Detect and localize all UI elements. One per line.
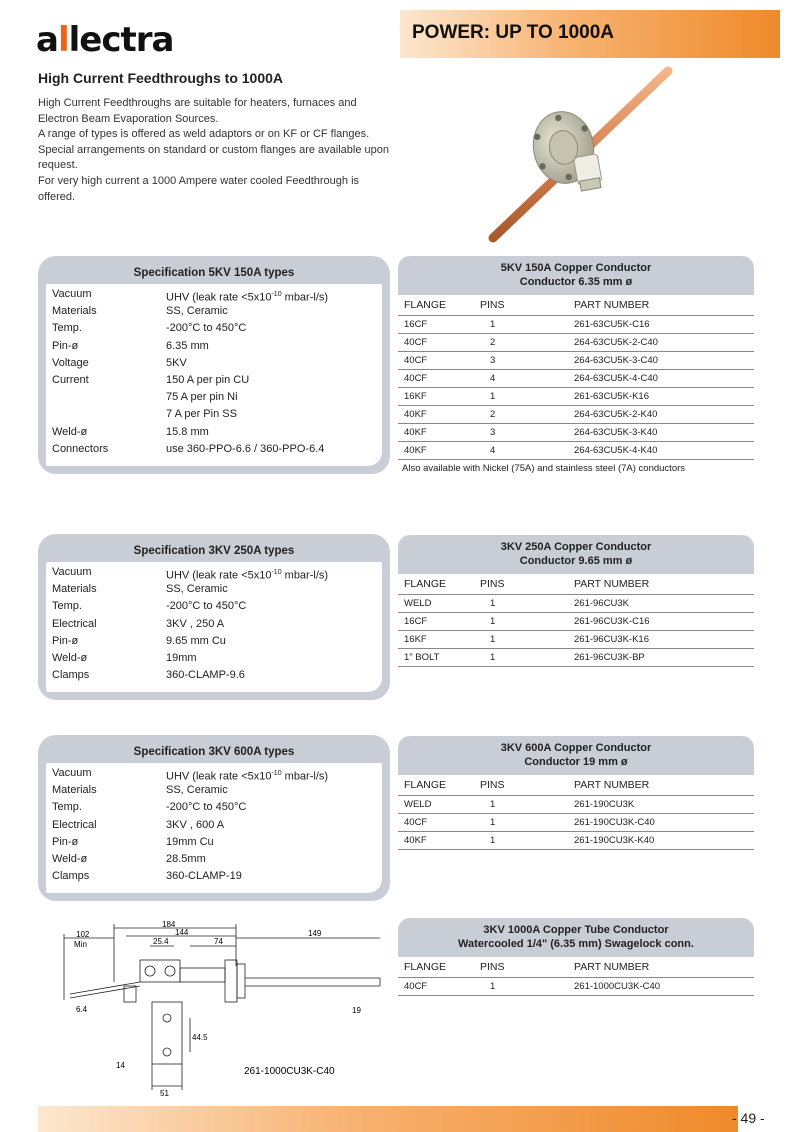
intro-title: High Current Feedthroughs to 1000A (38, 70, 284, 86)
spec-row: Temp. -200°C to 450°C (52, 600, 247, 613)
table-row: WELD 1 261-190CU3K (398, 795, 754, 813)
spec-row: Materials SS, Ceramic (52, 583, 228, 596)
table-row: 40KF 4 264-63CU5K-4-K40 (398, 441, 754, 459)
spec-row: 7 A per Pin SS (166, 408, 237, 421)
dim-min: Min (74, 940, 87, 949)
spec-table (46, 284, 382, 466)
table-row: 16KF 1 261-63CU5K-K16 (398, 387, 754, 405)
table-header: FLANGE PINS PART NUMBER (398, 574, 754, 594)
product-3kv-1000a (398, 918, 754, 996)
spec-title: Specification 3KV 250A types (133, 545, 295, 557)
product-3kv-250a (398, 535, 754, 667)
table-header: FLANGE PINS PART NUMBER (398, 957, 754, 977)
intro-line: High Current Feedthroughs are suitable for heaters, furnaces and Electron Beam Evaporation Sources. (38, 97, 357, 125)
spec-row: Materials SS, Ceramic (52, 305, 228, 318)
spec-row: Pin-ø 6.35 mm (52, 339, 209, 352)
table-row: 40KF 1 261-190CU3K-K40 (398, 831, 754, 849)
dim-149: 149 (308, 929, 322, 938)
spec-row: Electrical 3KV , 600 A (52, 818, 225, 831)
dim-102: 102 (76, 930, 90, 939)
intro-line: Special arrangements on standard or custom flanges are available upon request. (38, 143, 389, 172)
vacuum-spec: UHV (leak rate $<5x10^{-10}$ mbar-l/s) (166, 569, 329, 582)
spec-title: Specification 3KV 600A types (133, 746, 295, 758)
page-number: - 49 - (732, 1110, 765, 1126)
part-table (398, 957, 754, 996)
page-title: POWER: UP TO 1000A (412, 22, 615, 43)
spec-row: Clamps 360-CLAMP-19 (52, 870, 242, 883)
table-row: WELD 1 261-96CU3K (398, 594, 754, 612)
product-header: 3KV 1000A Copper Tube Conductor Watercooled 1/4" (6.35 mm) Swagelock conn. (398, 918, 754, 957)
product-note: Also available with Nickel (75A) and stainless steel (7A) conductors (402, 462, 686, 474)
spec-row: Connectors use 360-PPO-6.6 / 360-PPO-6.4 (52, 442, 325, 455)
spec-row: Materials SS, Ceramic (52, 784, 228, 797)
table-row: 40CF 4 264-63CU5K-4-C40 (398, 369, 754, 387)
spec-row: Temp. -200°C to 450°C (52, 801, 247, 814)
product-header: 5KV 150A Copper Conductor Conductor 6.35 mm ø (398, 256, 754, 295)
part-table (398, 775, 754, 850)
dim-19: 19 (352, 1006, 361, 1015)
spec-row: Temp. -200°C to 450°C (52, 322, 247, 335)
drawing-caption: 261-1000CU3K-C40 (244, 1066, 335, 1077)
part-table (398, 295, 754, 460)
feedthrough-photo (478, 66, 678, 246)
spec-row: Clamps 360-CLAMP-9.6 (52, 669, 245, 682)
spec-row: Pin-ø 9.65 mm Cu (52, 634, 226, 647)
spec-title: Specification 5KV 150A types (133, 267, 295, 279)
spec-row: 75 A per pin Ni (166, 391, 238, 404)
vacuum-spec: UHV (leak rate $<5x10^{-10}$ mbar-l/s) (166, 770, 329, 783)
dim-6-4: 6.4 (76, 1005, 88, 1014)
vacuum-spec: UHV (leak rate $<5x10^{-10}$ mbar-l/s) (166, 291, 329, 304)
table-header: FLANGE PINS PART NUMBER (398, 775, 754, 795)
spec-row: Current 150 A per pin CU (52, 373, 250, 386)
table-row: 1" BOLT 1 261-96CU3K-BP (398, 648, 754, 666)
part-table (398, 574, 754, 667)
table-row: 40CF 1 261-1000CU3K-C40 (398, 977, 754, 995)
spec-row: Weld-ø 19mm (52, 651, 197, 664)
table-row: 40CF 2 264-63CU5K-2-C40 (398, 333, 754, 351)
allectra-logo: allectra (36, 20, 174, 60)
spec-3kv-250a (38, 534, 390, 700)
technical-drawing (40, 920, 390, 1100)
product-5kv-150a (398, 256, 754, 474)
product-header: 3KV 250A Copper Conductor Conductor 9.65 mm ø (398, 535, 754, 574)
table-row: 16CF 1 261-63CU5K-C16 (398, 315, 754, 333)
intro-line: A range of types is offered as weld adaptors or on KF or CF flanges. (38, 128, 370, 141)
spec-row: Vacuum UHV (leak rate $<5x10^{-10}$ mbar-l/s) (52, 767, 329, 783)
spec-row: Pin-ø 19mm Cu (52, 835, 214, 848)
spec-row: Weld-ø 28.5mm (52, 852, 206, 865)
table-header: FLANGE PINS PART NUMBER (398, 295, 754, 315)
dim-51: 51 (160, 1089, 169, 1098)
spec-row: Voltage 5KV (52, 356, 187, 369)
product-header: 3KV 600A Copper Conductor Conductor 19 mm ø (398, 736, 754, 775)
table-row: 40CF 1 261-190CU3K-C40 (398, 813, 754, 831)
dim-144: 144 (175, 928, 189, 937)
footer-bar (38, 1106, 738, 1132)
table-row: 40KF 3 264-63CU5K-3-K40 (398, 423, 754, 441)
table-row: 40CF 3 264-63CU5K-3-C40 (398, 351, 754, 369)
intro-text (38, 96, 398, 205)
spec-3kv-600a (38, 735, 390, 901)
spec-table (46, 763, 382, 893)
dim-184: 184 (162, 920, 176, 929)
spec-row: Vacuum UHV (leak rate $<5x10^{-10}$ mbar-l/s) (52, 566, 329, 582)
table-row: 40KF 2 264-63CU5K-2-K40 (398, 405, 754, 423)
dim-74: 74 (214, 937, 223, 946)
product-3kv-600a (398, 736, 754, 850)
spec-row: Vacuum UHV (leak rate $<5x10^{-10}$ mbar-l/s) (52, 288, 329, 304)
spec-row: Electrical 3KV , 250 A (52, 617, 225, 630)
dim-14: 14 (116, 1061, 125, 1070)
table-row: 16KF 1 261-96CU3K-K16 (398, 630, 754, 648)
spec-table (46, 562, 382, 692)
table-row: 16CF 1 261-96CU3K-C16 (398, 612, 754, 630)
spec-row: Weld-ø 15.8 mm (52, 425, 209, 438)
intro-line: For very high current a 1000 Ampere water cooled Feedthrough is offered. (38, 174, 360, 203)
dim-25: 25.4 (153, 937, 169, 946)
spec-5kv-150a (38, 256, 390, 474)
dim-44-5: 44.5 (192, 1033, 208, 1042)
